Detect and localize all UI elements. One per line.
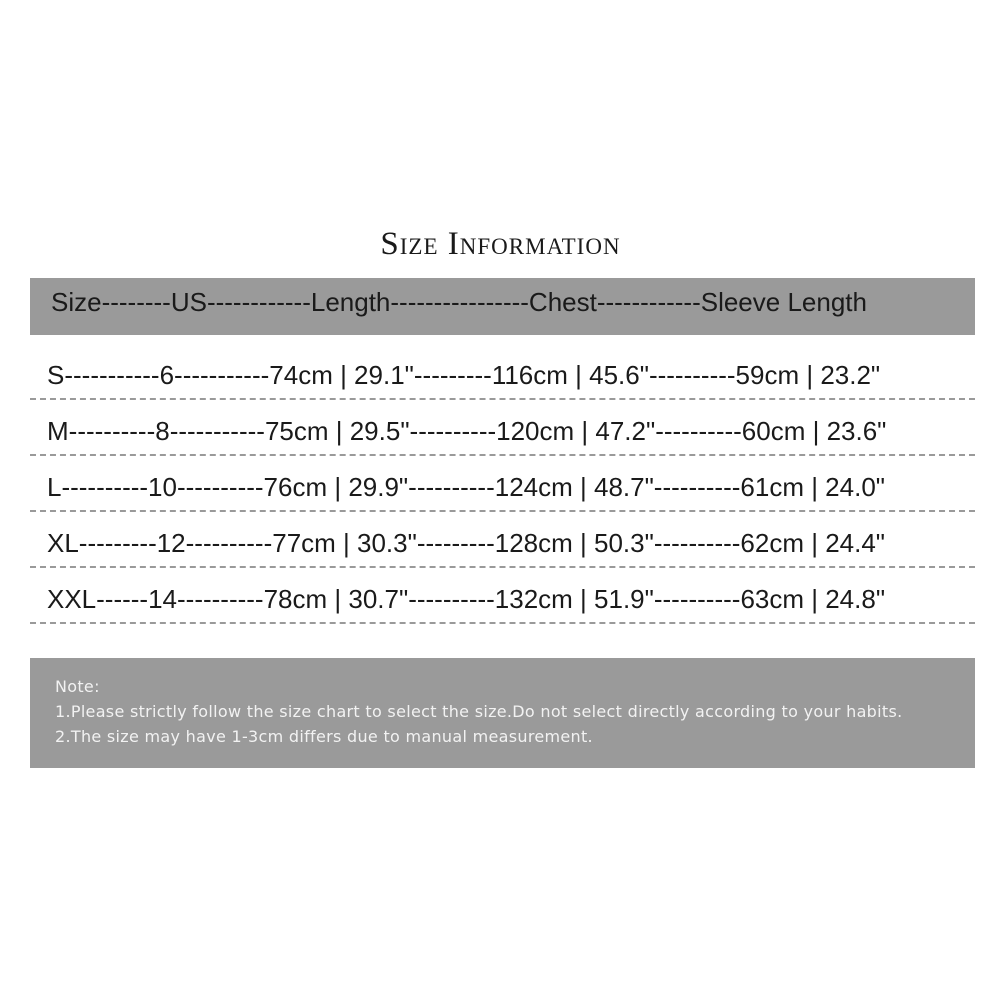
size-table-body — [30, 344, 975, 624]
size-row-l — [30, 456, 975, 512]
note-label: Note: — [55, 677, 100, 696]
note-line-1: 1.Please strictly follow the size chart to select the size.Do not select directly according to your habits. — [55, 702, 903, 721]
size-table-header-text: Size--------US------------Length----------------Chest------------Sleeve Length — [51, 287, 867, 317]
size-row-text: L----------10----------76cm | 29.9"----------124cm | 48.7"----------61cm | 24.0" — [47, 472, 886, 502]
size-information-title: Size Information — [380, 226, 621, 262]
size-row-xxl — [30, 568, 975, 624]
size-table-header — [30, 278, 975, 335]
note-box — [30, 658, 975, 768]
size-row-s — [30, 344, 975, 400]
size-row-xl — [30, 512, 975, 568]
size-row-text: S-----------6-----------74cm | 29.1"---------116cm | 45.6"----------59cm | 23.2" — [47, 360, 881, 390]
size-row-text: XL---------12----------77cm | 30.3"---------128cm | 50.3"----------62cm | 24.4" — [47, 528, 886, 558]
size-row-m — [30, 400, 975, 456]
size-row-text: XXL------14----------78cm | 30.7"----------132cm | 51.9"----------63cm | 24.8" — [47, 584, 886, 614]
note-line-2: 2.The size may have 1-3cm differs due to manual measurement. — [55, 727, 593, 746]
size-row-text: M----------8-----------75cm | 29.5"----------120cm | 47.2"----------60cm | 23.6" — [47, 416, 887, 446]
